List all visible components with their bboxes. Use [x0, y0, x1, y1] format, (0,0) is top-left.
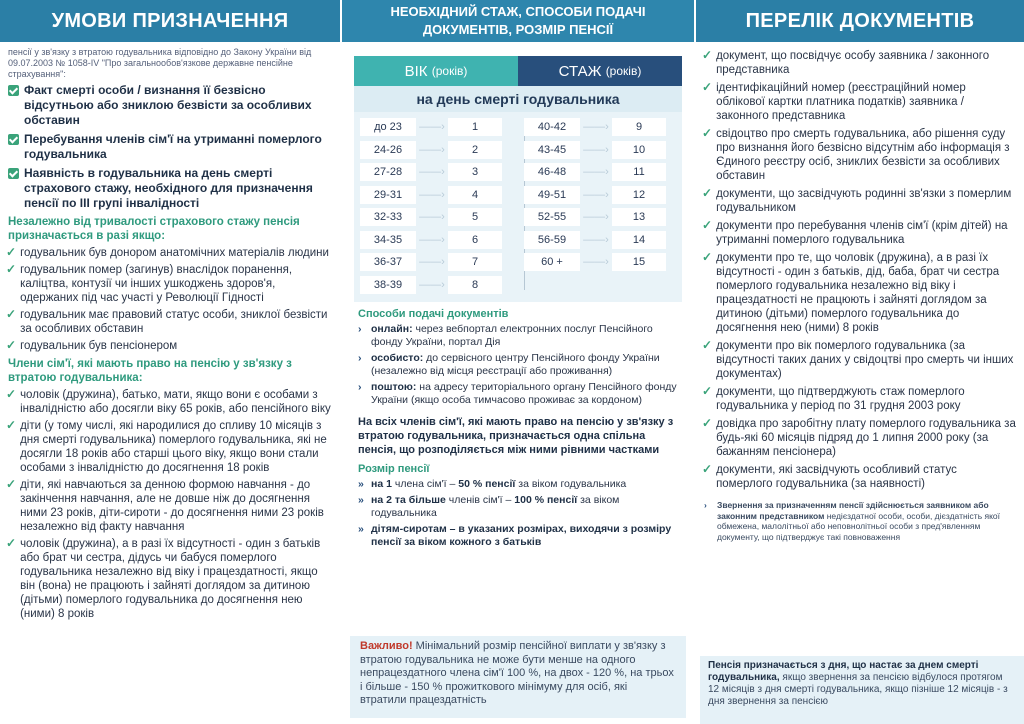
- age-cell: 24-26: [360, 141, 416, 159]
- arrow-icon: ——›: [583, 233, 609, 246]
- family-title: Члени сім'ї, які мають право на пенсію у зв'язку з втратою годувальника:: [8, 358, 292, 384]
- stazh-row: [360, 274, 520, 297]
- checkbox-icon: [8, 168, 19, 179]
- document-item: ✓ документи, які засвідчують особливий статус померлого годувальника (за наявності): [702, 462, 957, 490]
- age-cell: 36-37: [360, 253, 416, 271]
- stazh-cell: 8: [448, 276, 502, 294]
- stazh-header: СТАЖ (років): [518, 56, 682, 86]
- stazh-row: [524, 206, 684, 229]
- check-icon: ✓: [702, 416, 713, 430]
- age-cell: 43-45: [524, 141, 580, 159]
- arrow-icon: ——›: [419, 233, 445, 246]
- family-item: ✓ діти (у тому числі, які народилися до спливу 10 місяців з дня смерті годувальника) померлого годувальника, які не досягли 18 років або старші цього віку, якщо вони стали особами з інвалідністю до досягнення 18 років: [6, 418, 327, 474]
- way-item: › особисто: до сервісного центру Пенсійного фонду України (незалежно від місця реєстрації або проживання): [358, 352, 660, 377]
- documents-title: ПЕРЕЛІК ДОКУМЕНТІВ: [696, 0, 1024, 42]
- document-item: ✓ документи про вік померлого годувальника (за відсутності таких даних у свідоцтві про смерть чи інших документах): [702, 338, 1014, 380]
- check-icon: ✓: [6, 307, 17, 321]
- document-item: ✓ документи про перебування членів сім'ї (крім дітей) на утриманні померлого годувальника: [702, 218, 1008, 246]
- stazh-cell: 10: [612, 141, 666, 159]
- stazh-cell: 3: [448, 163, 502, 181]
- check-icon: ✓: [6, 387, 17, 401]
- check-icon: ✓: [6, 477, 17, 491]
- document-item: ✓ ідентифікаційний номер (реєстраційний номер облікової картки платника податків) заявника / законного представника: [702, 80, 966, 122]
- checkbox-icon: [8, 134, 19, 145]
- stazh-cell: 2: [448, 141, 502, 159]
- independent-item: ✓ годувальник був пенсіонером: [6, 338, 178, 352]
- check-icon: ✓: [702, 250, 713, 264]
- stazh-row: [524, 161, 684, 184]
- stazh-row: [360, 184, 520, 207]
- age-header: ВІК (років): [354, 56, 518, 86]
- condition-item: Наявність в годувальника на день смерті страхового стажу, необхідного для призначення пенсії по ІІІ групі інвалідності: [0, 163, 340, 212]
- document-item: ✓ документ, що посвідчує особу заявника / законного представника: [702, 48, 990, 76]
- size-title: Розмір пенсії: [358, 463, 430, 475]
- column-documents: [696, 0, 1024, 724]
- arrow-icon: ——›: [419, 188, 445, 201]
- arrow-icon: ——›: [419, 143, 445, 156]
- arrow-icon: ——›: [583, 188, 609, 201]
- stazh-table-header: [354, 56, 682, 86]
- age-cell: 49-51: [524, 186, 580, 204]
- stazh-cell: 1: [448, 118, 502, 136]
- table-subtitle: на день смерті годувальника: [354, 86, 682, 112]
- check-icon: ✓: [702, 384, 713, 398]
- stazh-cell: 7: [448, 253, 502, 271]
- arrow-icon: ——›: [583, 121, 609, 134]
- independent-title: Незалежно від тривалості страхового стажу пенсія призначається в разі якщо:: [8, 216, 300, 242]
- age-cell: 38-39: [360, 276, 416, 294]
- stazh-cell: 11: [612, 163, 666, 181]
- documents-list: [696, 42, 1024, 492]
- age-cell: 29-31: [360, 186, 416, 204]
- independent-item: ✓ годувальник був донором анатомічних матеріалів людини: [6, 245, 329, 259]
- size-item: » дітям-сиротам – в указаних розмірах, виходячи з розміру пенсії за віком кожного з батьків: [358, 523, 672, 548]
- stazh-row: [524, 251, 684, 274]
- independent-item: ✓ годувальник помер (загинув) внаслідок поранення, каліцтва, контузії чи інших ушкоджень здоров'я, одержаних під час участі у Революції Гідності: [6, 262, 293, 304]
- arrow-icon: ——›: [419, 256, 445, 269]
- age-cell: 52-55: [524, 208, 580, 226]
- check-icon: ✓: [702, 186, 713, 200]
- stazh-cell: 4: [448, 186, 502, 204]
- stazh-cell: 6: [448, 231, 502, 249]
- ways-title: Способи подачі документів: [358, 308, 509, 320]
- way-item: › онлайн: через вебпортал електронних послуг Пенсійного фонду України, портал Дія: [358, 323, 653, 348]
- check-icon: ✓: [6, 418, 17, 432]
- stazh-cell: 9: [612, 118, 666, 136]
- arrow-icon: ——›: [583, 256, 609, 269]
- arrow-icon: ——›: [583, 166, 609, 179]
- stazh-cell: 14: [612, 231, 666, 249]
- double-arrow-icon: »: [358, 478, 364, 490]
- document-item: ✓ документи про те, що чоловік (дружина), а в разі їх відсутності - один з батьків, дід, баба, брат чи сестра померлого годувальника незалежно від віку і працездатності не працюють і зайняті доглядом за дитиною (дітьми) померлого годувальника до досягнення нею (ними) 8 років: [702, 250, 1000, 334]
- arrow-icon: ›: [358, 381, 362, 393]
- stazh-table-right: [524, 116, 684, 274]
- arrow-icon: ›: [358, 352, 362, 364]
- document-item: ✓ довідка про заробітну плату померлого годувальника за будь-які 60 місяців підряд до 1 липня 2000 року (за бажанням пенсіонера): [702, 416, 1016, 458]
- check-icon: ✓: [6, 338, 17, 352]
- checkbox-icon: [8, 85, 19, 96]
- check-icon: ✓: [702, 126, 713, 140]
- stazh-title: НЕОБХІДНИЙ СТАЖ, СПОСОБИ ПОДАЧІ ДОКУМЕНТІВ, РОЗМІР ПЕНСІЇ: [342, 0, 694, 42]
- check-icon: ✓: [702, 462, 713, 476]
- double-arrow-icon: »: [358, 494, 364, 506]
- size-item: » на 1 члена сім'ї – 50 % пенсії за віком годувальника: [358, 478, 627, 490]
- arrow-icon: ——›: [419, 278, 445, 291]
- double-arrow-icon: »: [358, 523, 364, 535]
- stazh-row: [360, 116, 520, 139]
- document-item: ✓ свідоцтво про смерть годувальника, або рішення суду про визнання його безвісно відсутнім або інформація з Єдиного реєстру осіб, зниклих безвісти за особливих обставин: [702, 126, 1010, 182]
- check-icon: ✓: [6, 536, 17, 550]
- check-icon: ✓: [6, 245, 17, 259]
- check-icon: ✓: [702, 80, 713, 94]
- document-item: ✓ документи, що засвідчують родинні зв'язки з померлим годувальником: [702, 186, 1012, 214]
- age-cell: 32-33: [360, 208, 416, 226]
- stazh-row: [360, 229, 520, 252]
- arrow-icon: ——›: [419, 166, 445, 179]
- family-item: ✓ чоловік (дружина), а в разі їх відсутності - один з батьків або брат чи сестра, дідусь чи бабуся померлого годувальника незалежно від віку і працездатності, якщо він (вона) не працюють і зайняті доглядом за дитиною (дітьми) померлого годувальника до досягнення нею (ними) 8 років: [6, 536, 321, 620]
- stazh-cell: 13: [612, 208, 666, 226]
- law-reference: пенсії у зв'язку з втратою годувальника відповідно до Закону України від 09.07.2003 № 1058-IV "Про загальнообов'язкове державне пенсійне страхування":: [8, 47, 312, 79]
- age-cell: 34-35: [360, 231, 416, 249]
- arrow-icon: ›: [358, 323, 362, 335]
- important-box: Важливо! Мінімальний розмір пенсійної виплати у зв'язку з втратою годувальника не може бути менше на одного непрацездатного члена сім'ї 100 %, на двох - 120 %, на трьох і більше - 150 % прожиткового мінімуму для осіб, які втратили працездатність: [350, 636, 686, 718]
- stazh-cell: 15: [612, 253, 666, 271]
- stazh-row: [360, 251, 520, 274]
- family-item: ✓ діти, які навчаються за денною формою навчання - до закінчення навчання, але не довше ніж до досягнення ними 23 років, діти-сироти - до досягнення ними 23 років незалежно від факту навчання: [6, 477, 324, 533]
- arrow-icon: ›: [704, 500, 707, 510]
- column-conditions: [0, 0, 340, 724]
- stazh-cell: 12: [612, 186, 666, 204]
- stazh-row: [360, 161, 520, 184]
- age-cell: 60 +: [524, 253, 580, 271]
- age-cell: до 23: [360, 118, 416, 136]
- condition-item: Перебування членів сім'ї на утриманні померлого годувальника: [0, 129, 340, 163]
- stazh-row: [360, 139, 520, 162]
- size-item: » на 2 та більше членів сім'ї – 100 % пенсії за віком годувальника: [358, 494, 620, 519]
- representative-note: › Звернення за призначенням пенсії здійснюється заявником або законним представником недієздатної особи, особи, дієздатність якої обмежена, малолітньої або неповнолітньої особи з пред'явленням документу, що підтверджує такі повноваження: [704, 500, 1000, 542]
- age-cell: 27-28: [360, 163, 416, 181]
- arrow-icon: ——›: [583, 211, 609, 224]
- arrow-icon: ——›: [419, 211, 445, 224]
- condition-item: Факт смерті особи / визнання її безвісно відсутньою або зниклою безвісти за особливих обставин: [0, 80, 340, 129]
- common-pension-paragraph: На всіх членів сім'ї, які мають право на пенсію у зв'язку з втратою годувальника, призначається одна спільна пенсія, що розподіляється між ними рівними частками: [358, 416, 674, 456]
- check-icon: ✓: [702, 218, 713, 232]
- document-item: ✓ документи, що підтверджують стаж померлого годувальника у період по 31 грудня 2003 року: [702, 384, 965, 412]
- age-cell: 56-59: [524, 231, 580, 249]
- arrow-icon: ——›: [419, 121, 445, 134]
- stazh-row: [524, 184, 684, 207]
- age-cell: 46-48: [524, 163, 580, 181]
- conditions-title: УМОВИ ПРИЗНАЧЕННЯ: [0, 0, 340, 42]
- family-item: ✓ чоловік (дружина), батько, мати, якщо вони є особами з інвалідністю або досягли віку 65 років, або пенсійного віку: [6, 387, 331, 415]
- stazh-row: [524, 229, 684, 252]
- way-item: › поштою: на адресу територіального органу Пенсійного фонду України (якщо особа тимчасово проживає за кордоном): [358, 381, 677, 406]
- stazh-row: [360, 206, 520, 229]
- age-cell: 40-42: [524, 118, 580, 136]
- stazh-row: [524, 116, 684, 139]
- stazh-row: [524, 139, 684, 162]
- independent-item: ✓ годувальник має правовий статус особи, зниклої безвісти за особливих обставин: [6, 307, 328, 335]
- column-stazh: [342, 0, 694, 724]
- check-icon: ✓: [6, 262, 17, 276]
- stazh-table-left: [360, 116, 520, 296]
- stazh-cell: 5: [448, 208, 502, 226]
- check-icon: ✓: [702, 48, 713, 62]
- stazh-table: [354, 112, 682, 302]
- check-icon: ✓: [702, 338, 713, 352]
- assignment-note-box: Пенсія призначається з дня, що настає за днем смерті годувальника, якщо звернення за пенсією відбулося протягом 12 місяців з дня смерті годувальника, якщо пізніше 12 місяців - з дня звернення за пенсією: [700, 656, 1024, 724]
- arrow-icon: ——›: [583, 143, 609, 156]
